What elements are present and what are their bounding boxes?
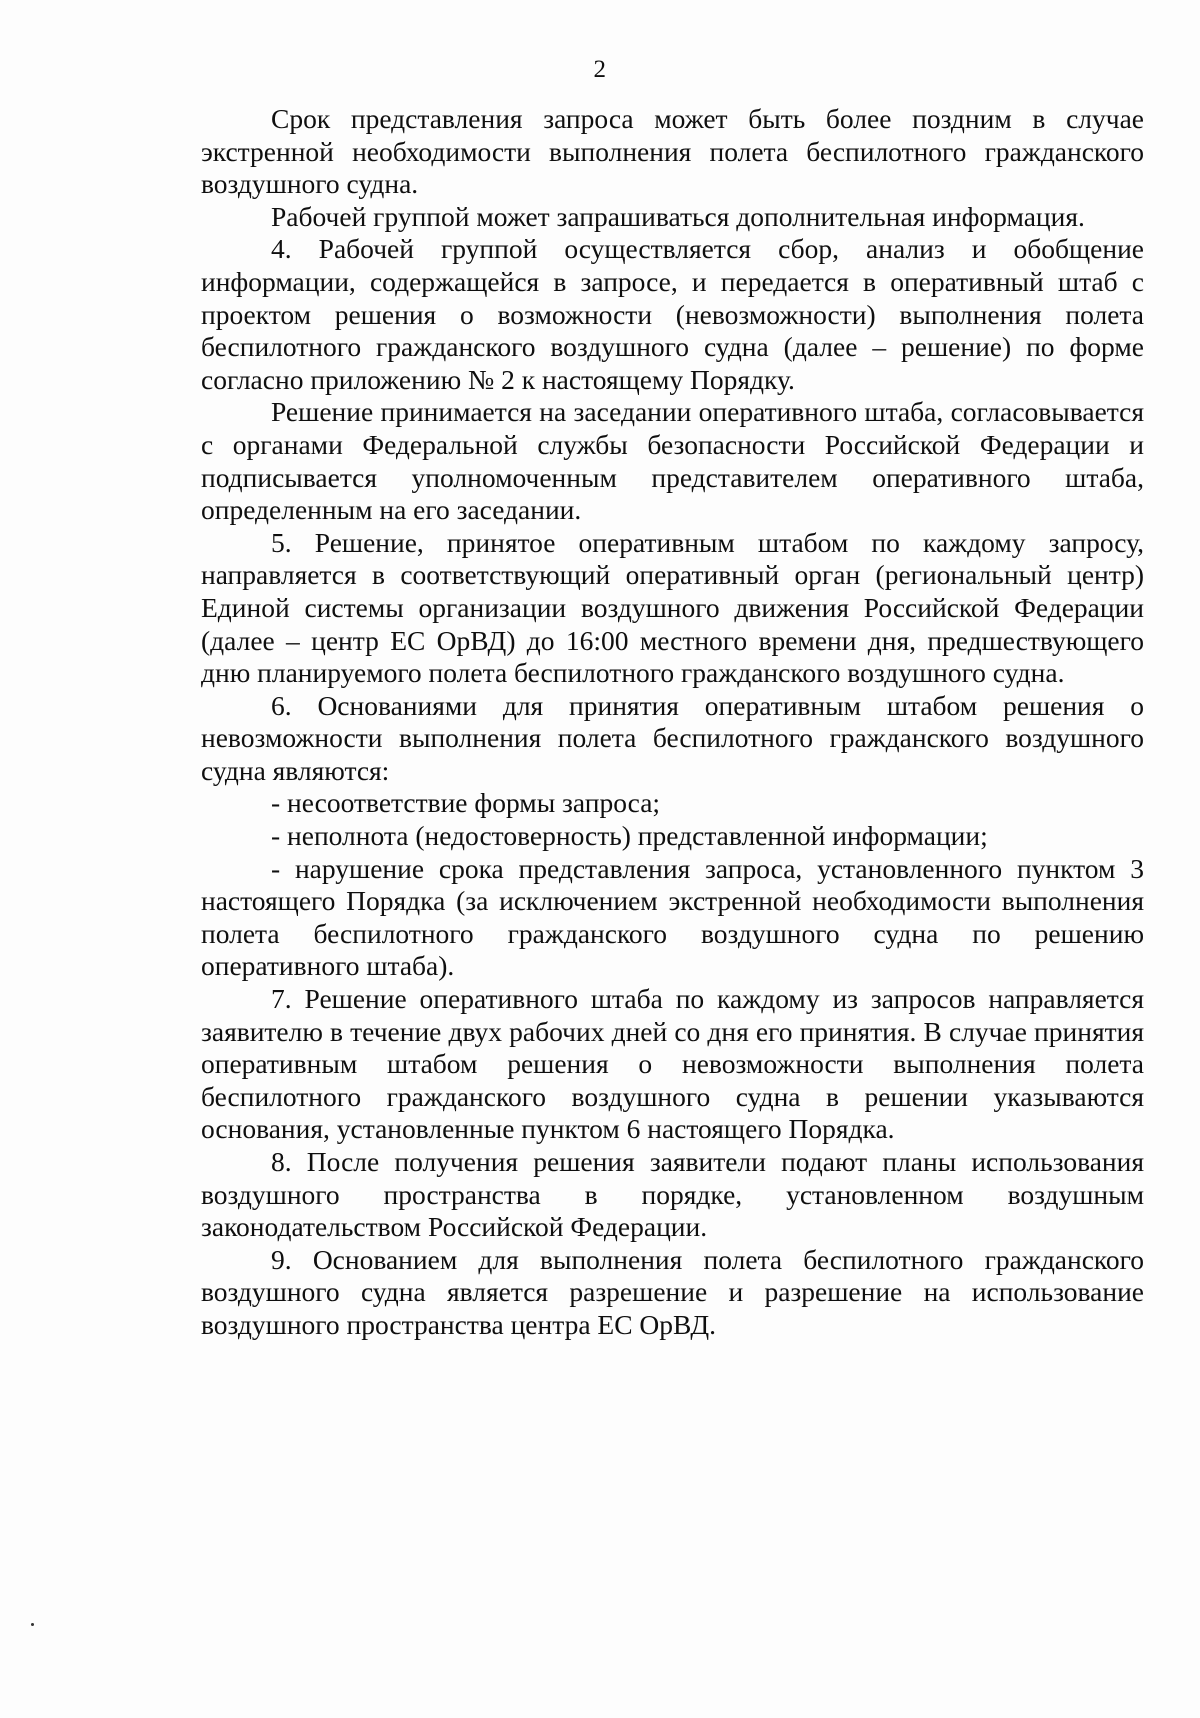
paragraph: 7. Решение оперативного штаба по каждому из запросов направляется заявителю в течение двух рабочих дней со дня его принятия. В случае принятия оперативным штабом решения о невозможности выполнения полета беспилотного гражданского воздушного судна в решении указываются основания, установленные пунктом 6 настоящего Порядка. [201,983,1144,1145]
paragraph: 9. Основанием для выполнения полета беспилотного гражданского воздушного судна является разрешение и разрешение на использование воздушного пространства центра ЕС ОрВД. [201,1243,1144,1340]
paragraph: Рабочей группой может запрашиваться дополнительная информация. [271,200,1085,232]
paragraph: Срок представления запроса может быть более поздним в случае экстренной необходимости выполнения полета беспилотного гражданского воздушного судна. [201,103,1144,200]
paragraph: 6. Основаниями для принятия оперативным штабом решения о невозможности выполнения полета беспилотного гражданского воздушного судна являются: [201,689,1144,786]
list-item: - несоответствие формы запроса; [271,787,661,819]
page-number: 2 [593,56,607,83]
paragraph: 5. Решение, принятое оперативным штабом по каждому запросу, направляется в соответствующий оперативный орган (региональный центр) Единой системы организации воздушного движения Российской Федерации (далее – центр ЕС ОрВД) до 16:00 местного времени дня, предшествующего дню планируемого полета беспилотного гражданского воздушного судна. [201,526,1144,689]
list-item: - неполнота (недостоверность) представленной информации; [271,820,988,852]
scan-speck [31,1623,34,1626]
paragraph: 8. После получения решения заявители подают планы использования воздушного пространства в порядке, установленном воздушным законодательством Российской Федерации. [201,1146,1144,1243]
paragraph: 4. Рабочей группой осуществляется сбор, анализ и обобщение информации, содержащейся в запросе, и передается в оперативный штаб с проектом решения о возможности (невозможности) выполнения полета беспилотного гражданского воздушного судна (далее – решение) по форме согласно приложению № 2 к настоящему Порядку. [201,233,1144,395]
paragraph: Решение принимается на заседании оперативного штаба, согласовывается с органами Федеральной службы безопасности Российской Федерации и подписывается уполномоченным представителем оперативного штаба, определенным на его заседании. [201,396,1144,526]
list-item: - нарушение срока представления запроса, установленного пунктом 3 настоящего Порядка (за исключением экстренной необходимости выполнения полета беспилотного гражданского воздушного судна по решению оперативного штаба). [201,852,1144,982]
document-body [201,103,1144,1342]
